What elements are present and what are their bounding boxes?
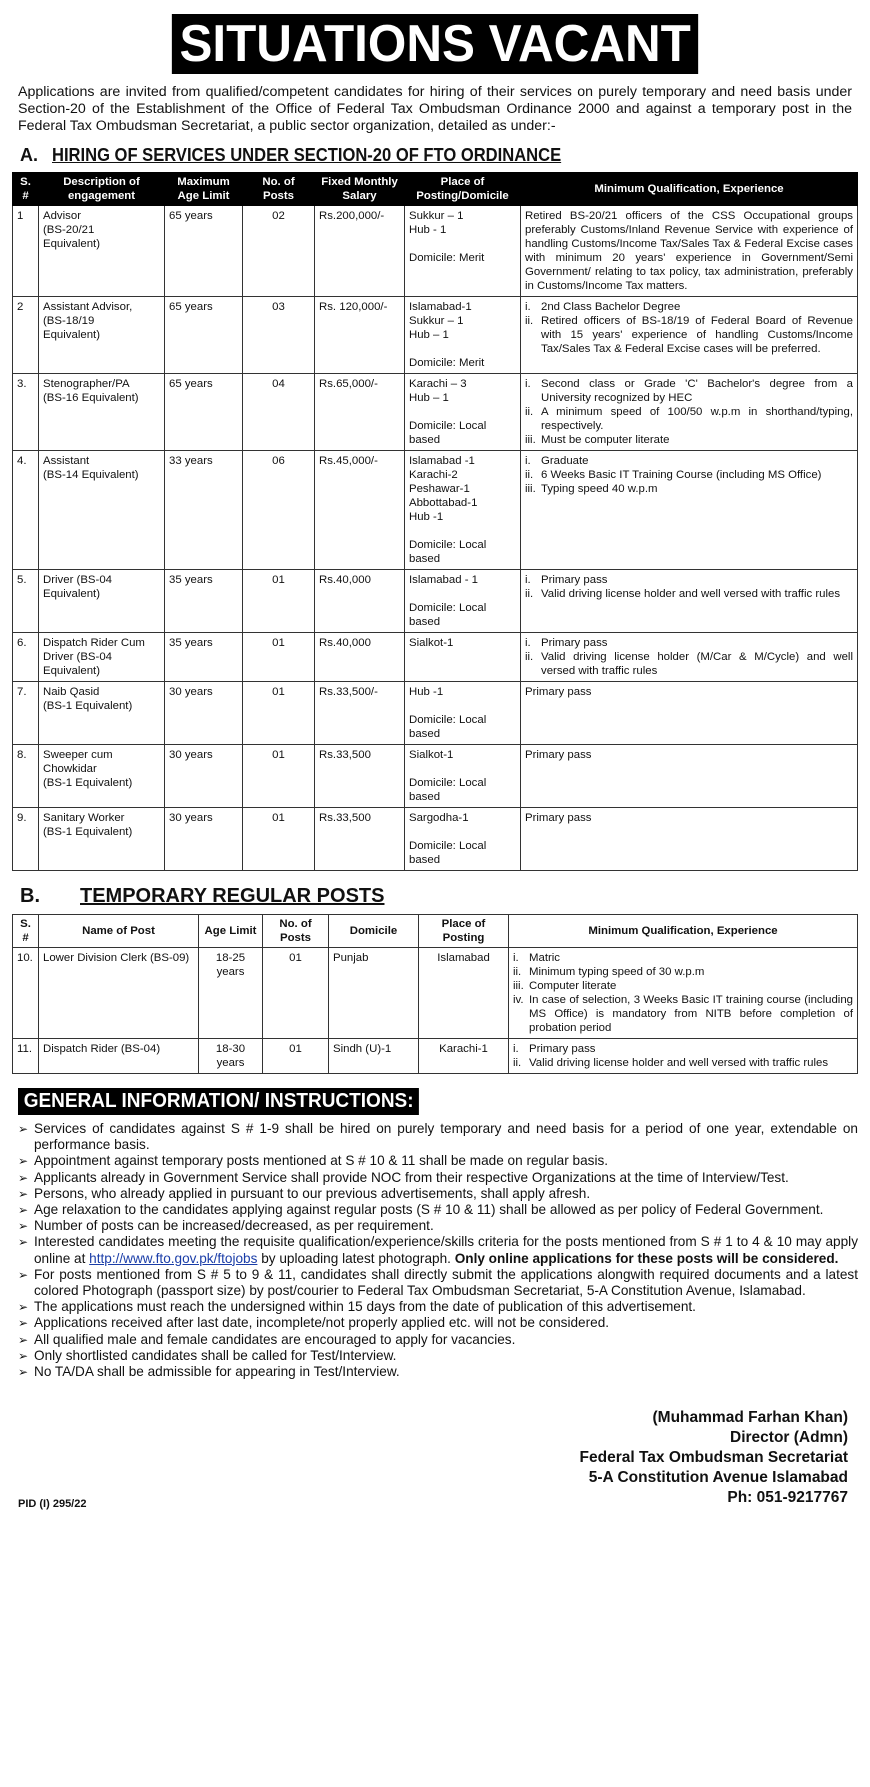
place-cell-line: Islamabad -1 <box>409 455 475 467</box>
qualification-text: In case of selection, 3 Weeks Basic IT training course (including MS Office) is mandatory from NITB before completion of probation period <box>529 994 853 1034</box>
instruction-item <box>18 1234 858 1266</box>
sno-cell: 5. <box>13 570 39 633</box>
table-row <box>13 206 858 297</box>
domicile-cell: Sindh (U)-1 <box>329 1039 419 1074</box>
description-cell-line: Equivalent) <box>43 238 100 250</box>
description-cell-line: Assistant Advisor, <box>43 301 133 313</box>
qualification-item <box>525 314 853 356</box>
qualification-item <box>525 405 853 433</box>
place-cell: Karachi-1 <box>419 1039 509 1074</box>
description-cell-line: (BS-16 Equivalent) <box>43 392 139 404</box>
salary-cell: Rs. 120,000/- <box>315 297 405 374</box>
qualification-text: Primary pass <box>541 637 608 649</box>
description-cell-line: Equivalent) <box>43 329 100 341</box>
description-cell-line: (BS-1 Equivalent) <box>43 777 133 789</box>
sno-cell: 3. <box>13 374 39 451</box>
description-cell-line: Chowkidar <box>43 763 97 775</box>
qualification-numeral: ii. <box>525 469 534 481</box>
qualification-numeral: ii. <box>525 315 534 327</box>
place-cell-line: Hub -1 <box>409 686 444 698</box>
qualification-numeral: i. <box>525 574 531 586</box>
place-cell <box>405 808 521 871</box>
instruction-item <box>18 1153 858 1169</box>
qualification-item <box>525 300 853 314</box>
qualification-text: Primary pass <box>529 1043 596 1055</box>
qualification-item <box>525 468 853 482</box>
sno-cell: 2 <box>13 297 39 374</box>
description-cell <box>39 206 165 297</box>
place-cell-line: Domicile: Local based <box>409 602 487 628</box>
age-cell: 33 years <box>165 451 243 570</box>
salary-cell: Rs.40,000 <box>315 570 405 633</box>
sno-cell: 6. <box>13 633 39 682</box>
description-cell-line: Assistant <box>43 455 90 467</box>
age-cell: 18-30 years <box>199 1039 263 1074</box>
instruction-text: For posts mentioned from S # 5 to 9 & 11, candidates shall directly submit the applications alongwith required documents and a latest colored Photograph (passport size) by post/courier to Federal Tax Ombudsman Secretariat, 5-A Constitution Avenue, Islamabad. <box>34 1266 858 1299</box>
posts-cell: 02 <box>243 206 315 297</box>
place-cell-line: Sukkur – 1 <box>409 315 464 327</box>
qualification-cell <box>521 374 858 451</box>
b-header-age: Age Limit <box>199 915 263 948</box>
posts-cell: 01 <box>243 570 315 633</box>
age-cell: 65 years <box>165 297 243 374</box>
qualification-text: Valid driving license holder and well versed with traffic rules <box>529 1057 829 1069</box>
signature-block <box>12 1408 848 1511</box>
online-only-note: Only online applications for these posts will be considered. <box>454 1250 839 1266</box>
qualification-numeral: i. <box>525 637 531 649</box>
qualification-numeral: iii. <box>513 980 524 992</box>
description-cell-line: (BS-14 Equivalent) <box>43 469 139 481</box>
table-row <box>13 633 858 682</box>
signatory-address: 5-A Constitution Avenue Islamabad <box>588 1469 848 1487</box>
place-cell-line: Domicile: Local based <box>409 777 487 803</box>
arrow-bullet-icon: ➢ <box>18 1219 29 1234</box>
description-cell <box>39 633 165 682</box>
posts-cell: 03 <box>243 297 315 374</box>
b-header-domicile: Domicile <box>329 915 419 948</box>
arrow-bullet-icon: ➢ <box>18 1235 29 1250</box>
place-cell <box>405 570 521 633</box>
arrow-bullet-icon: ➢ <box>18 1348 29 1363</box>
qualification-cell: Retired BS-20/21 officers of the CSS Occupational groups preferably Customs/Inland Revenue Service with experience of handling Customs/Income Tax/Sales Tax & Federal Excise cases with minimum 20 years' experience in Government/Semi Government/ relating to tax policy, tax administration, preferably in Customs/Income Tax matters. <box>521 206 858 297</box>
advertisement-page <box>12 10 858 1511</box>
section-a-letter: A. <box>20 145 38 165</box>
qualification-list <box>513 951 853 1035</box>
qualification-cell <box>521 451 858 570</box>
section-a-table <box>12 172 858 871</box>
place-cell-line <box>409 762 516 776</box>
place-cell-line <box>409 587 516 601</box>
place-cell-line: Islamabad - 1 <box>409 574 479 586</box>
arrow-bullet-icon: ➢ <box>18 1332 29 1347</box>
salary-cell: Rs.40,000 <box>315 633 405 682</box>
age-cell: 65 years <box>165 206 243 297</box>
place-cell-line: Domicile: Merit <box>409 252 485 264</box>
description-cell <box>39 297 165 374</box>
place-cell <box>405 745 521 808</box>
arrow-bullet-icon: ➢ <box>18 1300 29 1315</box>
qualification-text: Matric <box>529 952 561 964</box>
general-instructions-list <box>18 1121 858 1380</box>
description-cell-line: Equivalent) <box>43 588 100 600</box>
place-cell <box>405 297 521 374</box>
description-cell-line: Dispatch Rider Cum <box>43 637 145 649</box>
header-place: Place of Posting/Domicile <box>405 173 521 206</box>
signatory-organization: Federal Tax Ombudsman Secretariat <box>579 1449 848 1467</box>
description-cell <box>39 570 165 633</box>
header-salary: Fixed Monthly Salary <box>315 173 405 206</box>
qualification-cell <box>521 297 858 374</box>
qualification-cell <box>521 570 858 633</box>
header-posts: No. of Posts <box>243 173 315 206</box>
description-cell <box>39 451 165 570</box>
place-cell <box>405 374 521 451</box>
qualification-item <box>525 650 853 678</box>
qualification-text: A minimum speed of 100/50 w.p.m in shorthand/typing, respectively. <box>541 406 853 432</box>
instruction-item <box>18 1299 858 1315</box>
place-cell-line: Sialkot-1 <box>409 637 454 649</box>
place-cell-line: Islamabad-1 <box>409 301 472 313</box>
place-cell-line: Sialkot-1 <box>409 749 454 761</box>
qualification-list <box>525 300 853 356</box>
qualification-list <box>525 573 853 601</box>
posts-cell: 06 <box>243 451 315 570</box>
salary-cell: Rs.33,500 <box>315 808 405 871</box>
general-heading-wrap <box>18 1088 858 1115</box>
description-cell <box>39 745 165 808</box>
place-cell-line <box>409 699 516 713</box>
qualification-numeral: ii. <box>525 406 534 418</box>
section-a-heading <box>20 145 858 166</box>
header-sno: S. # <box>13 173 39 206</box>
instruction-item <box>18 1315 858 1331</box>
sno-cell: 9. <box>13 808 39 871</box>
qualification-item <box>513 979 853 993</box>
header-qualification: Minimum Qualification, Experience <box>521 173 858 206</box>
qualification-item <box>525 482 853 496</box>
section-a-body <box>13 206 858 871</box>
instruction-text: by uploading latest photograph. <box>257 1250 455 1266</box>
place-cell-line: Domicile: Local based <box>409 714 487 740</box>
b-header-place: Place of Posting <box>419 915 509 948</box>
instruction-text: No TA/DA shall be admissible for appearing in Test/Interview. <box>34 1364 400 1380</box>
signatory-phone: Ph: 051-9217767 <box>727 1489 848 1507</box>
instruction-item <box>18 1267 858 1299</box>
instruction-text: Age relaxation to the candidates applying against regular posts (S # 10 & 11) shall be allowed as per policy of Federal Government. <box>34 1202 824 1218</box>
qualification-item <box>513 993 853 1035</box>
salary-cell: Rs.65,000/- <box>315 374 405 451</box>
place-cell-line: Abbottabad-1 <box>409 497 478 509</box>
arrow-bullet-icon: ➢ <box>18 1186 29 1201</box>
section-a-title: HIRING OF SERVICES UNDER SECTION-20 OF FTO ORDINANCE <box>52 145 562 165</box>
place-cell-line: Domicile: Local based <box>409 420 487 446</box>
qualification-text: 6 Weeks Basic IT Training Course (including MS Office) <box>541 469 822 481</box>
instruction-item <box>18 1121 858 1153</box>
qualification-list <box>525 377 853 447</box>
age-cell: 65 years <box>165 374 243 451</box>
description-cell-line: Sweeper cum <box>43 749 113 761</box>
qualification-numeral: i. <box>513 952 519 964</box>
qualification-cell <box>509 1039 858 1074</box>
section-b-title: TEMPORARY REGULAR POSTS <box>80 885 385 907</box>
qualification-numeral: iii. <box>525 434 536 446</box>
place-cell <box>405 206 521 297</box>
intro-paragraph: Applications are invited from qualified/competent candidates for hiring of their services on purely temporary and need basis under Section-20 of the Establishment of the Office of Federal Tax Ombudsman Ordinance 2000 and against a temporary post in the Federal Tax Ombudsman Secretariat, a public sector organization, detailed as under:- <box>18 84 852 134</box>
instruction-text: Applications received after last date, incomplete/not properly applied etc. will not be considered. <box>34 1315 610 1331</box>
b-header-qualification: Minimum Qualification, Experience <box>509 915 858 948</box>
place-cell-line <box>409 237 516 251</box>
qualification-item <box>525 636 853 650</box>
description-cell <box>39 682 165 745</box>
qualification-text: Second class or Grade 'C' Bachelor's degree from a University recognized by HEC <box>541 378 853 404</box>
qualification-text: Valid driving license holder and well versed with traffic rules <box>541 588 841 600</box>
place-cell <box>405 682 521 745</box>
header-age: Maximum Age Limit <box>165 173 243 206</box>
qualification-item <box>525 377 853 405</box>
place-cell: Islamabad <box>419 948 509 1039</box>
instruction-item <box>18 1186 858 1202</box>
footer <box>12 1408 858 1511</box>
qualification-list <box>525 636 853 678</box>
qualification-cell: Primary pass <box>521 745 858 808</box>
qualification-text: Valid driving license holder (M/Car & M/Cycle) and well versed with traffic rules <box>541 651 853 677</box>
qualification-numeral: ii. <box>513 966 522 978</box>
description-cell-line: Stenographer/PA <box>43 378 130 390</box>
instruction-text: Interested candidates meeting the requisite qualification/experience/skills criteria for the posts mentioned from S # 1 to 4 & 10 may apply online at <box>34 1234 858 1266</box>
instruction-item <box>18 1170 858 1186</box>
description-cell <box>39 374 165 451</box>
post-name-cell: Lower Division Clerk (BS-09) <box>39 948 199 1039</box>
table-row <box>13 374 858 451</box>
section-b-table <box>12 914 858 1074</box>
pid-number: PID (I) 295/22 <box>18 1498 87 1511</box>
header-description: Description of engagement <box>39 173 165 206</box>
place-cell <box>405 451 521 570</box>
qualification-cell: Primary pass <box>521 808 858 871</box>
qualification-text: Must be computer literate <box>541 434 670 446</box>
posts-cell: 01 <box>263 948 329 1039</box>
sno-cell: 11. <box>13 1039 39 1074</box>
qualification-numeral: ii. <box>525 588 534 600</box>
domicile-cell: Punjab <box>329 948 419 1039</box>
instruction-text: Number of posts can be increased/decreased, as per requirement. <box>34 1218 434 1234</box>
qualification-item <box>525 454 853 468</box>
table-row <box>13 745 858 808</box>
section-b-heading <box>20 885 858 908</box>
qualification-text: Computer literate <box>529 980 617 992</box>
instruction-item <box>18 1218 858 1234</box>
b-header-sno: S. # <box>13 915 39 948</box>
instruction-text: The applications must reach the undersigned within 15 days from the date of publication of this advertisement. <box>34 1299 696 1315</box>
page-title: SITUATIONS VACANT <box>172 14 699 74</box>
b-header-name: Name of Post <box>39 915 199 948</box>
instruction-item <box>18 1202 858 1218</box>
age-cell: 35 years <box>165 570 243 633</box>
place-cell-line <box>409 825 516 839</box>
salary-cell: Rs.33,500/- <box>315 682 405 745</box>
place-cell-line: Karachi – 3 <box>409 378 467 390</box>
sno-cell: 4. <box>13 451 39 570</box>
instruction-text: All qualified male and female candidates are encouraged to apply for vacancies. <box>34 1331 516 1347</box>
qualification-item <box>525 573 853 587</box>
arrow-bullet-icon: ➢ <box>18 1267 29 1282</box>
qualification-numeral: ii. <box>513 1057 522 1069</box>
qualification-text: Primary pass <box>541 574 608 586</box>
table-row <box>13 808 858 871</box>
place-cell-line: Sukkur – 1 <box>409 210 464 222</box>
description-cell-line: Naib Qasid <box>43 686 100 698</box>
qualification-cell <box>521 633 858 682</box>
instruction-item <box>18 1364 858 1380</box>
qualification-numeral: i. <box>513 1043 519 1055</box>
sno-cell: 10. <box>13 948 39 1039</box>
place-cell-line: Domicile: Merit <box>409 357 485 369</box>
arrow-bullet-icon: ➢ <box>18 1122 29 1136</box>
qualification-cell <box>509 948 858 1039</box>
qualification-item <box>513 1042 853 1056</box>
qualification-text: 2nd Class Bachelor Degree <box>541 301 681 313</box>
arrow-bullet-icon: ➢ <box>18 1365 29 1380</box>
sno-cell: 1 <box>13 206 39 297</box>
section-b-letter: B. <box>20 885 40 907</box>
signatory-designation: Director (Admn) <box>730 1429 848 1447</box>
description-cell-line: (BS-20/21 <box>43 224 95 236</box>
instruction-text: Applicants already in Government Service shall provide NOC from their respective Organizations at the time of Interview/Test. <box>34 1169 789 1185</box>
qualification-text: Minimum typing speed of 30 w.p.m <box>529 966 705 978</box>
post-name-cell: Dispatch Rider (BS-04) <box>39 1039 199 1074</box>
salary-cell: Rs.33,500 <box>315 745 405 808</box>
place-cell-line: Hub – 1 <box>409 329 449 341</box>
section-b-header-row <box>13 915 858 948</box>
section-b-body <box>13 948 858 1074</box>
age-cell: 30 years <box>165 808 243 871</box>
sno-cell: 8. <box>13 745 39 808</box>
place-cell <box>405 633 521 682</box>
general-heading: GENERAL INFORMATION/ INSTRUCTIONS: <box>18 1088 419 1115</box>
posts-cell: 01 <box>243 745 315 808</box>
title-wrap <box>12 14 858 74</box>
place-cell-line <box>409 524 516 538</box>
place-cell-line: Hub - 1 <box>409 224 447 236</box>
posts-cell: 01 <box>263 1039 329 1074</box>
instruction-text: Services of candidates against S # 1-9 shall be hired on purely temporary and need basis for a period of one year, extendable on performance basis. <box>34 1121 858 1153</box>
age-cell: 18-25 years <box>199 948 263 1039</box>
age-cell: 30 years <box>165 745 243 808</box>
place-cell-line <box>409 405 516 419</box>
qualification-text: Graduate <box>541 455 589 467</box>
age-cell: 35 years <box>165 633 243 682</box>
description-cell-line: (BS-1 Equivalent) <box>43 700 133 712</box>
arrow-bullet-icon: ➢ <box>18 1316 29 1331</box>
qualification-numeral: ii. <box>525 651 534 663</box>
section-a-header-row <box>13 173 858 206</box>
qualification-list <box>513 1042 853 1070</box>
arrow-bullet-icon: ➢ <box>18 1170 29 1185</box>
qualification-text: Retired officers of BS-18/19 of Federal Board of Revenue with 15 years' experience of handling Customs/Income Tax/Sales Tax & Federal Excise cases will be preferred. <box>541 315 853 355</box>
place-cell-line: Sargodha-1 <box>409 812 469 824</box>
arrow-bullet-icon: ➢ <box>18 1203 29 1218</box>
table-row <box>13 682 858 745</box>
place-cell-line: Karachi-2 <box>409 469 458 481</box>
table-row <box>13 297 858 374</box>
place-cell-line: Domicile: Local based <box>409 840 487 866</box>
instruction-text: Only shortlisted candidates shall be called for Test/Interview. <box>34 1347 397 1363</box>
place-cell-line: Hub – 1 <box>409 392 449 404</box>
description-cell <box>39 808 165 871</box>
sno-cell: 7. <box>13 682 39 745</box>
instruction-text: Appointment against temporary posts mentioned at S # 10 & 11 shall be made on regular basis. <box>34 1153 609 1169</box>
table-row <box>13 948 858 1039</box>
instruction-item <box>18 1332 858 1348</box>
description-cell-line: Driver (BS-04 <box>43 574 112 586</box>
posts-cell: 01 <box>243 808 315 871</box>
age-cell: 30 years <box>165 682 243 745</box>
table-row <box>13 1039 858 1074</box>
fto-jobs-link[interactable]: http://www.fto.gov.pk/ftojobs <box>89 1250 258 1266</box>
qualification-cell: Primary pass <box>521 682 858 745</box>
qualification-item <box>525 433 853 447</box>
qualification-numeral: i. <box>525 455 531 467</box>
qualification-list <box>525 454 853 496</box>
description-cell-line: (BS-1 Equivalent) <box>43 826 133 838</box>
qualification-text: Typing speed 40 w.p.m <box>541 483 658 495</box>
arrow-bullet-icon: ➢ <box>18 1154 29 1169</box>
table-row <box>13 451 858 570</box>
salary-cell: Rs.200,000/- <box>315 206 405 297</box>
qualification-item <box>525 587 853 601</box>
place-cell-line <box>409 342 516 356</box>
b-header-posts: No. of Posts <box>263 915 329 948</box>
signatory-name: (Muhammad Farhan Khan) <box>652 1409 848 1427</box>
description-cell-line: Sanitary Worker <box>43 812 125 824</box>
salary-cell: Rs.45,000/- <box>315 451 405 570</box>
qualification-numeral: i. <box>525 301 531 313</box>
posts-cell: 01 <box>243 682 315 745</box>
instruction-item <box>18 1348 858 1364</box>
description-cell-line: Driver (BS-04 <box>43 651 112 663</box>
place-cell-line: Domicile: Local based <box>409 539 487 565</box>
table-row <box>13 570 858 633</box>
qualification-numeral: iv. <box>513 994 524 1006</box>
qualification-item <box>513 1056 853 1070</box>
qualification-numeral: iii. <box>525 483 536 495</box>
qualification-numeral: i. <box>525 378 531 390</box>
description-cell-line: Equivalent) <box>43 665 100 677</box>
posts-cell: 01 <box>243 633 315 682</box>
description-cell-line: Advisor <box>43 210 81 222</box>
place-cell-line: Peshawar-1 <box>409 483 470 495</box>
instruction-text: Persons, who already applied in pursuant to our previous advertisements, shall apply afresh. <box>34 1185 591 1201</box>
posts-cell: 04 <box>243 374 315 451</box>
qualification-item <box>513 965 853 979</box>
description-cell-line: (BS-18/19 <box>43 315 95 327</box>
place-cell-line: Hub -1 <box>409 511 444 523</box>
qualification-item <box>513 951 853 965</box>
